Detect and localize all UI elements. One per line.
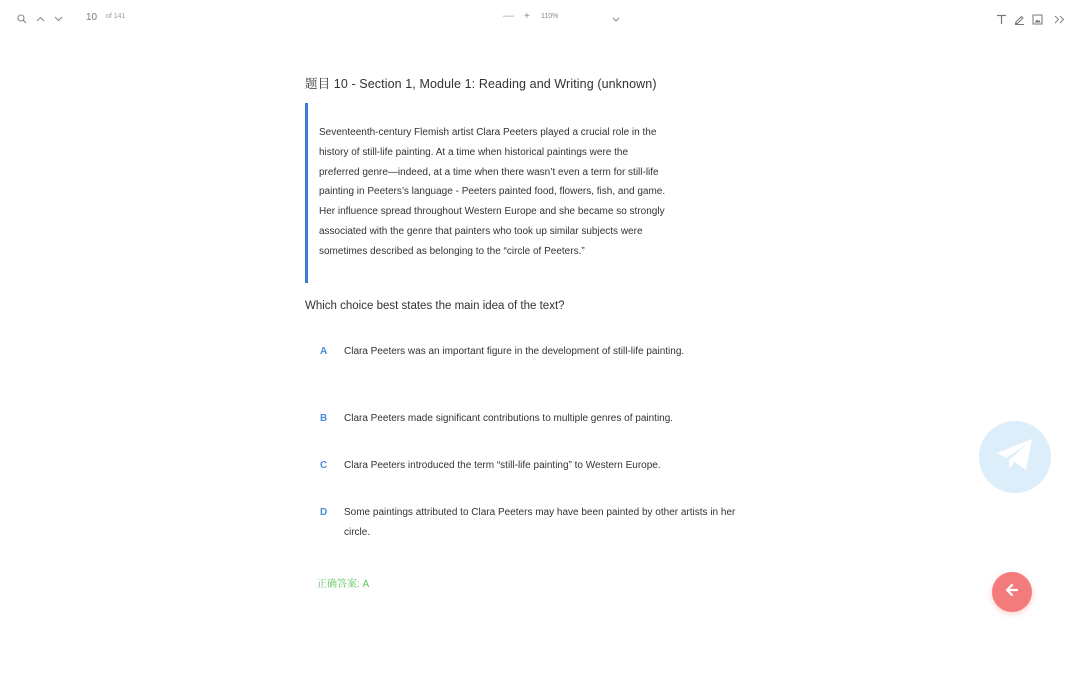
zoom-out-button[interactable]: — [503,10,514,22]
search-icon[interactable] [16,10,28,28]
double-chevron-right-icon[interactable] [1052,10,1066,28]
telegram-icon [995,437,1035,478]
text-icon[interactable] [994,10,1008,28]
arrow-left-icon [1004,583,1020,602]
image-icon[interactable] [1030,10,1044,28]
passage-block [305,103,725,283]
zoom-in-button[interactable]: + [524,11,530,22]
passage-line: associated with the genre that painters who took up similar subjects were [319,225,643,237]
choice-letter: D [320,507,328,518]
choice-letter: C [320,460,328,471]
choice-a[interactable] [320,342,740,362]
passage-line: Seventeenth-century Flemish artist Clara Peeters played a crucial role in the [319,127,657,138]
page-number-input[interactable]: 10 [86,12,98,23]
passage-line: Her influence spread throughout Western Europe and she became so strongly [319,206,665,218]
choice-text: Clara Peeters was an important figure in the development of still-life painting. [344,346,685,357]
choice-b[interactable] [320,409,740,429]
choice-c[interactable] [320,456,740,476]
passage-line: painting in Peeters’s language - Peeters painted food, flowers, fish, and game. [319,186,666,198]
choice-letter: A [320,346,328,357]
question-header: 题目 10 - Section 1, Module 1: Reading and Writing (unknown) [305,77,657,91]
passage-line: sometimes described as belonging to the “circle of Peeters.” [319,245,585,257]
top-toolbar [0,0,1080,38]
pen-icon[interactable] [1012,10,1026,28]
question-prompt: Which choice best states the main idea of the text? [305,300,565,312]
passage-line: preferred genre—indeed, at a time when there wasn’t even a term for still-life [319,166,659,178]
passage-line: history of still-life painting. At a time when historical paintings were the [319,146,629,158]
choice-letter: B [320,413,328,424]
chevron-up-icon[interactable] [34,10,46,28]
choice-text: Some paintings attributed to Clara Peeters may have been painted by other artists in her circle. [344,507,736,538]
telegram-button[interactable] [979,421,1051,493]
zoom-level-select[interactable]: 110% [541,13,559,20]
correct-answer-label: 正确答案: A [317,579,370,590]
page-total-label: of 141 [106,13,126,20]
choice-text: Clara Peeters introduced the term “still-life painting” to Western Europe. [344,460,661,471]
choice-d[interactable] [320,503,740,542]
back-button[interactable] [992,572,1032,612]
zoom-dropdown-icon[interactable] [610,10,622,28]
choice-text: Clara Peeters made significant contributions to multiple genres of painting. [344,413,674,424]
chevron-down-icon[interactable] [52,10,64,28]
